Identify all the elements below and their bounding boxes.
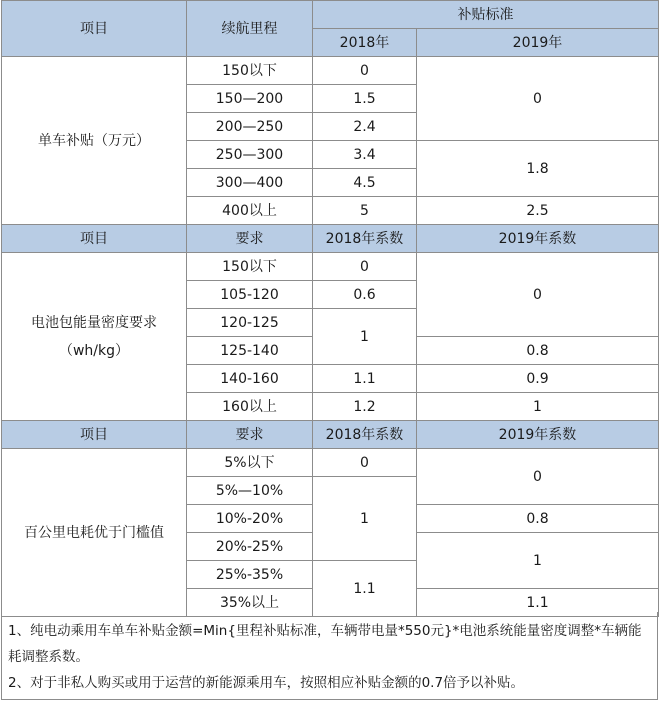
value-2019: 2.5 bbox=[417, 197, 659, 225]
footnotes bbox=[1, 612, 658, 700]
coef-2019: 0.8 bbox=[417, 337, 659, 365]
header-item: 项目 bbox=[2, 421, 187, 449]
header-subsidy-standard: 补贴标准 bbox=[313, 1, 659, 29]
requirement-cell: 20%-25% bbox=[187, 533, 313, 561]
note-1: 1、纯电动乘用车单车补贴金额=Min{里程补贴标准，车辆带电量*550元}*电池系统能量密度调整*车辆能耗调整系数。 bbox=[8, 623, 642, 665]
requirement-cell: 120-125 bbox=[187, 309, 313, 337]
range-cell: 150—200 bbox=[187, 85, 313, 113]
value-2019: 1.8 bbox=[417, 141, 659, 197]
value-2018: 2.4 bbox=[313, 113, 417, 141]
header-requirement: 要求 bbox=[187, 421, 313, 449]
requirement-cell: 125-140 bbox=[187, 337, 313, 365]
value-2019: 0 bbox=[417, 57, 659, 141]
coef-2019: 0 bbox=[417, 449, 659, 505]
coef-2018: 1.2 bbox=[313, 393, 417, 421]
requirement-cell: 5%以下 bbox=[187, 449, 313, 477]
requirement-cell: 150以下 bbox=[187, 253, 313, 281]
coef-2018: 0 bbox=[313, 449, 417, 477]
header-2018-coefficient: 2018年系数 bbox=[313, 421, 417, 449]
header-2019: 2019年 bbox=[417, 29, 659, 57]
range-cell: 150以下 bbox=[187, 57, 313, 85]
value-2018: 1.5 bbox=[313, 85, 417, 113]
row-label-battery-density bbox=[2, 253, 187, 421]
coef-2019: 1 bbox=[417, 393, 659, 421]
header-2019-coefficient: 2019年系数 bbox=[417, 225, 659, 253]
row-label-subsidy: 单车补贴（万元） bbox=[2, 57, 187, 225]
coef-2019: 1.1 bbox=[417, 589, 659, 617]
subsidy-table bbox=[1, 0, 659, 617]
range-cell: 400以上 bbox=[187, 197, 313, 225]
header-2018: 2018年 bbox=[313, 29, 417, 57]
requirement-cell: 105-120 bbox=[187, 281, 313, 309]
value-2018: 5 bbox=[313, 197, 417, 225]
coef-2019: 1 bbox=[417, 533, 659, 589]
coef-2018: 1.1 bbox=[313, 561, 417, 617]
header-item: 项目 bbox=[2, 225, 187, 253]
note-2: 2、对于非私人购买或用于运营的新能源乘用车，按照相应补贴金额的0.7倍予以补贴。 bbox=[8, 675, 525, 691]
coef-2018: 0 bbox=[313, 253, 417, 281]
coef-2018: 1 bbox=[313, 477, 417, 561]
coef-2019: 0.9 bbox=[417, 365, 659, 393]
requirement-cell: 35%以上 bbox=[187, 589, 313, 617]
row-label-energy-consumption: 百公里电耗优于门槛值 bbox=[2, 449, 187, 617]
value-2018: 4.5 bbox=[313, 169, 417, 197]
requirement-cell: 5%—10% bbox=[187, 477, 313, 505]
value-2018: 0 bbox=[313, 57, 417, 85]
range-cell: 300—400 bbox=[187, 169, 313, 197]
label-line: （wh/kg） bbox=[58, 342, 130, 359]
requirement-cell: 140-160 bbox=[187, 365, 313, 393]
header-requirement: 要求 bbox=[187, 225, 313, 253]
coef-2018: 0.6 bbox=[313, 281, 417, 309]
value-2018: 3.4 bbox=[313, 141, 417, 169]
header-item: 项目 bbox=[2, 1, 187, 57]
range-cell: 200—250 bbox=[187, 113, 313, 141]
coef-2018: 1.1 bbox=[313, 365, 417, 393]
coef-2018: 1 bbox=[313, 309, 417, 365]
coef-2019: 0 bbox=[417, 253, 659, 337]
header-2018-coefficient: 2018年系数 bbox=[313, 225, 417, 253]
requirement-cell: 160以上 bbox=[187, 393, 313, 421]
range-cell: 250—300 bbox=[187, 141, 313, 169]
header-range: 续航里程 bbox=[187, 1, 313, 57]
label-line: 电池包能量密度要求 bbox=[31, 314, 157, 331]
requirement-cell: 25%-35% bbox=[187, 561, 313, 589]
header-2019-coefficient: 2019年系数 bbox=[417, 421, 659, 449]
requirement-cell: 10%-20% bbox=[187, 505, 313, 533]
coef-2019: 0.8 bbox=[417, 505, 659, 533]
